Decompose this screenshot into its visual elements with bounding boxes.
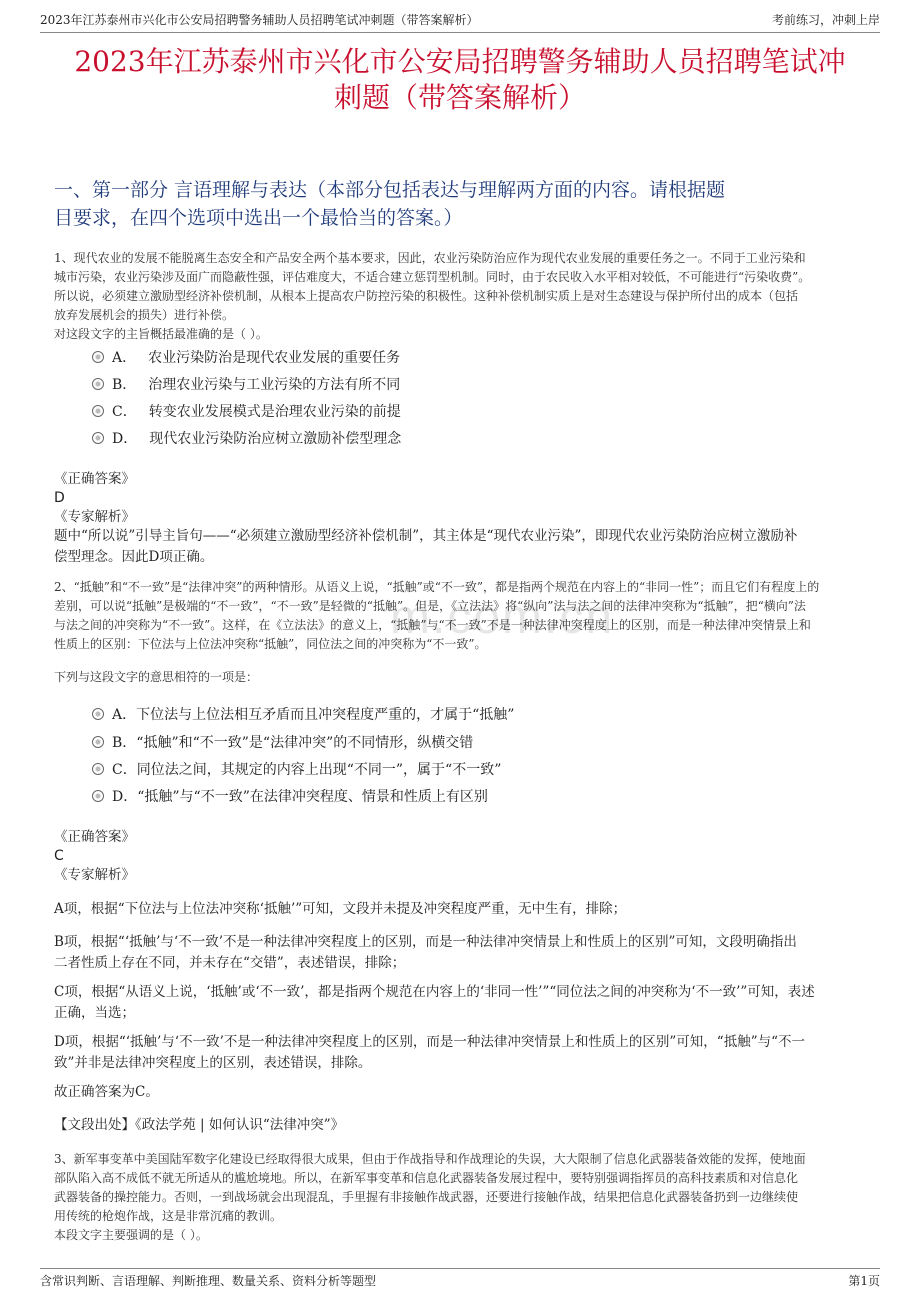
page-footer bbox=[40, 1268, 880, 1293]
q1-option-a[interactable]: A． 农业污染防治是现代农业发展的重要任务 bbox=[92, 345, 860, 367]
q3-passage bbox=[54, 1150, 866, 1245]
page-header bbox=[40, 10, 880, 33]
q1-question: 对这段文字的主旨概括最准确的是（ ）。 bbox=[54, 327, 268, 341]
q1-passage-line: 城市污染，农业污染涉及面广而隐蔽性强，评估难度大，不适合建立惩罚型机制。同时，由于农民收入水平相对较低，不可能进行“污染收费”。 bbox=[54, 270, 811, 284]
q1-option-d[interactable]: D． 现代农业污染防治应树立激励补偿型理念 bbox=[92, 426, 860, 448]
analysis-line: C项，根据“从语义上说，‘抵触’或‘不一致’，都是指两个规范在内容上的‘非同一性’”“同位法之间的冲突称为‘不一致’”可知，表述 bbox=[54, 984, 815, 1000]
q3-passage-line: 武器装备的操控能力。否则，一到战场就会出现混乱，手里握有非接触作战武器，还要进行接触作战，结果把信息化武器装备扔到一边继续使 bbox=[54, 1190, 799, 1204]
q2-option-b[interactable]: B．“抵触”和“不一致”是“法律冲突”的不同情形，纵横交错 bbox=[92, 730, 860, 752]
analysis-line: 二者性质上存在不同，并未存在“交错”，表述错误，排除； bbox=[54, 955, 406, 971]
analysis-line: B项，根据“‘抵触’与‘不一致’不是一种法律冲突程度上的区别，而是一种法律冲突情景上和性质上的区别”可知，文段明确指出 bbox=[54, 934, 797, 950]
q2-option-c[interactable]: C．同位法之间，其规定的内容上出现“不同一”，属于“不一致” bbox=[92, 757, 860, 779]
q1-option-c[interactable]: C． 转变农业发展模式是治理农业污染的前提 bbox=[92, 399, 860, 421]
q3-passage-line: 用传统的枪炮作战，这是非常沉痛的教训。 bbox=[54, 1209, 283, 1223]
radio-icon[interactable] bbox=[92, 351, 104, 363]
radio-icon[interactable] bbox=[92, 708, 104, 720]
q2-passage-line: 差别，可以说“抵触”是极端的“不一致”，“不一致”是轻微的“抵触”。但是，《立法法》将“纵向”法与法之间的法律冲突称为“抵触”，把“横向”法 bbox=[54, 599, 806, 613]
q2-analysis-a bbox=[54, 899, 866, 920]
q3-question: 本段文字主要强调的是（ ）。 bbox=[54, 1228, 208, 1242]
q3-passage-line: 部队陷入高不成低不就无所适从的尴尬境地。所以，在新军事变革和信息化武器装备发展过程中，要特别强调指挥员的高科技素质和对信息化 bbox=[54, 1171, 799, 1185]
option-text: 转变农业发展模式是治理农业污染的前提 bbox=[148, 404, 401, 420]
section-heading-line-1: 一、第一部分 言语理解与表达（本部分包括表达与理解两方面的内容。请根据题 bbox=[54, 179, 726, 201]
section-heading-line-2: 目要求，在四个选项中选出一个最恰当的答案。） bbox=[54, 207, 463, 229]
footer-topics: 含常识判断、言语理解、判断推理、数量关系、资料分析等题型 bbox=[40, 1274, 377, 1288]
section-heading bbox=[54, 176, 870, 232]
q1-passage bbox=[54, 249, 866, 344]
radio-icon[interactable] bbox=[92, 790, 104, 802]
option-text: 治理农业污染与工业污染的方法有所不同 bbox=[148, 377, 401, 393]
header-doc-title: 2023年江苏泰州市兴化市公安局招聘警务辅助人员招聘笔试冲刺题（带答案解析） bbox=[40, 13, 479, 27]
q2-passage-line: 性质上的区别：下位法与上位法冲突称“抵触”，同位法之间的冲突称为“不一致”。 bbox=[54, 637, 487, 651]
q1-analysis-line: 偿型理念。因此D项正确。 bbox=[54, 549, 214, 565]
radio-icon[interactable] bbox=[92, 763, 104, 775]
q2-analysis-b bbox=[54, 932, 866, 974]
analysis-line: D项，根据“‘抵触’与‘不一致’不是一种法律冲突程度上的区别，而是一种法律冲突情景上和性质上的区别”可知，“抵触”与“不一 bbox=[54, 1034, 805, 1050]
q1-option-b[interactable]: B． 治理农业污染与工业污染的方法有所不同 bbox=[92, 372, 860, 394]
q1-answer: D bbox=[54, 490, 65, 506]
header-slogan: 考前练习，冲刺上岸 bbox=[771, 13, 880, 27]
q1-analysis-line: 题中“所以说”引导主旨句——“必须建立激励型经济补偿机制”，其主体是“现代农业污染”，即现代农业污染防治应树立激励补 bbox=[54, 528, 798, 544]
q2-analysis-d bbox=[54, 1032, 866, 1074]
q1-passage-line: 放弃发展机会的损失）进行补偿。 bbox=[54, 308, 235, 322]
analysis-line: 正确，当选； bbox=[54, 1005, 135, 1021]
page-number: 第1页 bbox=[848, 1274, 880, 1288]
option-text: 下位法与上位法相互矛盾而且冲突程度严重的，才属于“抵触” bbox=[136, 707, 515, 723]
q3-passage-line: 3、新军事变革中美国陆军数字化建设已经取得很大成果，但由于作战指导和作战理论的失误，大大限制了信息化武器装备效能的发挥，使地面 bbox=[54, 1152, 806, 1166]
radio-icon[interactable] bbox=[92, 432, 104, 444]
document-title bbox=[50, 44, 870, 116]
q2-passage-line: 2、“抵触”和“不一致”是“法律冲突”的两种情形。从语义上说，“抵触”或“不一致”，都是指两个规范在内容上的“非同一性”；而且它们有程度上的 bbox=[54, 580, 820, 594]
radio-icon[interactable] bbox=[92, 405, 104, 417]
option-text: 同位法之间，其规定的内容上出现“不同一”，属于“不一致” bbox=[136, 762, 502, 778]
q2-option-d[interactable]: D．“抵触”与“不一致”在法律冲突程度、情景和性质上有区别 bbox=[92, 784, 860, 806]
option-text: “抵触”与“不一致”在法律冲突程度、情景和性质上有区别 bbox=[137, 789, 488, 805]
q1-analysis-label: 《专家解析》 bbox=[54, 509, 135, 525]
q2-analysis-label: 《专家解析》 bbox=[54, 867, 135, 883]
q1-passage-line: 所以说，必须建立激励型经济补偿机制，从根本上提高农户防控污染的积极性。这种补偿机制实质上是对生态建设与保护所付出的成本（包括 bbox=[54, 289, 799, 303]
q1-passage-line: 1、现代农业的发展不能脱离生态安全和产品安全两个基本要求，因此，农业污染防治应作为现代农业发展的重要任务之一。不同于工业污染和 bbox=[54, 251, 806, 265]
title-line-2: 刺题（带答案解析） bbox=[333, 81, 586, 114]
option-text: 现代农业污染防治应树立激励补偿型理念 bbox=[149, 431, 402, 447]
analysis-line: A项，根据“下位法与上位法冲突称‘抵触’”可知，文段并未提及冲突程度严重，无中生有，排除； bbox=[54, 901, 627, 917]
title-line-1: 2023年江苏泰州市兴化市公安局招聘警务辅助人员招聘笔试冲 bbox=[74, 45, 846, 78]
q2-answer-label: 《正确答案》 bbox=[54, 829, 135, 845]
radio-icon[interactable] bbox=[92, 378, 104, 390]
q2-source: 【文段出处】《政法学苑 | 如何认识“法律冲突”》 bbox=[54, 1117, 345, 1133]
q2-question: 下列与这段文字的意思相符的一项是： bbox=[54, 670, 259, 684]
q2-passage bbox=[54, 578, 866, 654]
q1-answer-label: 《正确答案》 bbox=[54, 471, 135, 487]
option-text: “抵触”和“不一致”是“法律冲突”的不同情形，纵横交错 bbox=[136, 735, 474, 751]
q1-analysis bbox=[54, 526, 866, 568]
analysis-line: 致”并非是法律冲突程度上的区别，表述错误，排除。 bbox=[54, 1055, 372, 1071]
option-text: 农业污染防治是现代农业发展的重要任务 bbox=[148, 350, 401, 366]
q2-conclusion: 故正确答案为C。 bbox=[54, 1084, 159, 1100]
watermark: m.com.cn bbox=[390, 591, 615, 644]
q2-analysis-c bbox=[54, 982, 866, 1024]
q2-answer: C bbox=[54, 848, 64, 864]
q2-option-a[interactable]: A．下位法与上位法相互矛盾而且冲突程度严重的，才属于“抵触” bbox=[92, 702, 860, 724]
q2-passage-line: 与法之间的冲突称为“不一致”。这样，在《立法法》的意义上，“抵触”与“不一致”不是一种法律冲突程度上的区别，而是一种法律冲突情景上和 bbox=[54, 618, 811, 632]
radio-icon[interactable] bbox=[92, 736, 104, 748]
